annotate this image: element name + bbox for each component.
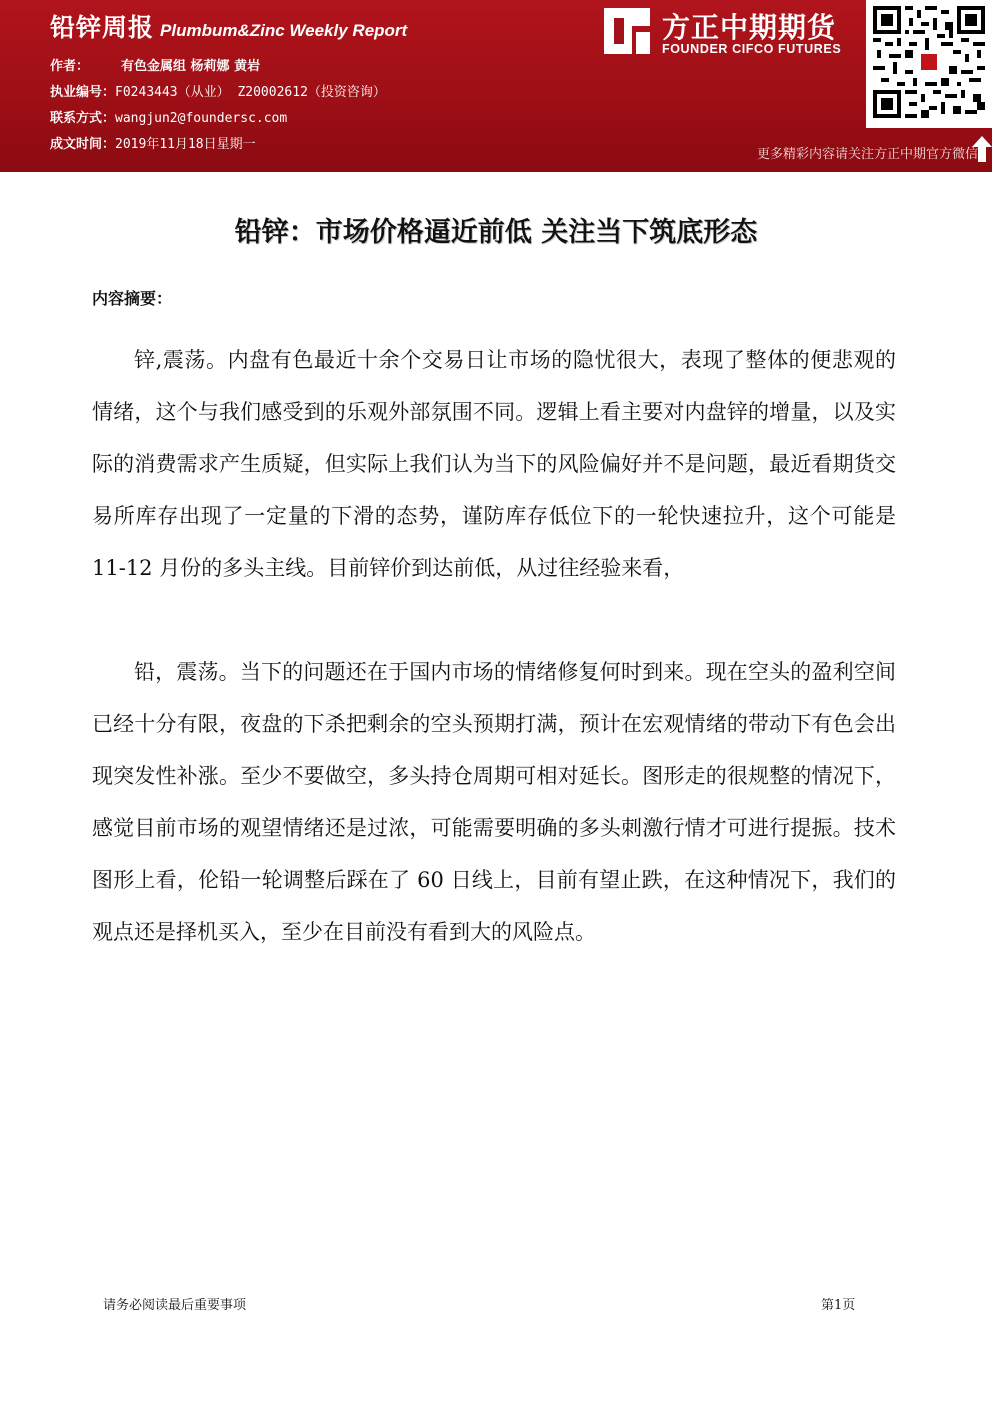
logo-text-cn: 方正中期期货	[662, 11, 837, 44]
summary-paragraph-lead: 铅，震荡。当下的问题还在于国内市场的情绪修复何时到来。现在空头的盈利空间已经十分有限，夜盘的下杀把剩余的空头预期打满，预计在宏观情绪的带动下有色会出现突发性补涨。至少不要做空，多头持仓周期可相对延长。图形走的很规整的情况下，感觉目前市场的观望情绪还是过浓，可能需要明确的多头刺激行情才可进行提振。技术图形上看，伦铅一轮调整后踩在了 60 日线上，目前有望止跌，在这种情况下，我们的观点还是择机买入，至少在目前没有看到大的风险点。	[92, 660, 896, 944]
wechat-follow-text: 更多精彩内容请关注方正中期官方微信	[756, 147, 978, 162]
arrow-up-icon	[972, 136, 992, 162]
date-label: 成文时间：	[50, 137, 116, 152]
contact-line	[50, 107, 287, 126]
author-value: 有色金属组 杨莉娜 黄岩	[121, 59, 261, 74]
author-label: 作者：	[50, 59, 90, 74]
report-title-en: Plumbum&Zinc Weekly Report	[160, 21, 408, 40]
license-line	[50, 81, 386, 100]
report-title-cn: 铅锌周报	[50, 13, 155, 42]
page-number: 第1页	[821, 1298, 856, 1313]
wechat-qr-code	[866, 0, 992, 128]
license-value: F0243443（从业） Z20002612（投资咨询）	[115, 85, 386, 100]
document-title: 铅锌：市场价格逼近前低 关注当下筑底形态	[234, 217, 758, 248]
summary-label: 内容摘要：	[92, 289, 173, 308]
logo-text-en: FOUNDER CIFCO FUTURES	[662, 42, 842, 56]
license-label: 执业编号：	[50, 85, 116, 100]
company-logo-mark-icon	[604, 8, 650, 54]
date-value: 2019年11月18日星期一	[115, 137, 256, 152]
date-line	[50, 133, 256, 152]
report-header-band	[0, 0, 992, 172]
company-logo	[604, 6, 859, 62]
qr-code-icon	[873, 5, 985, 119]
contact-label: 联系方式：	[50, 111, 116, 126]
contact-email-link[interactable]: wangjun2@foundersc.com	[115, 111, 288, 126]
report-title	[50, 8, 407, 44]
author-line	[50, 55, 260, 74]
summary-paragraph-zinc: 锌,震荡。内盘有色最近十余个交易日让市场的隐忧很大，表现了整体的便悲观的情绪，这个与我们感受到的乐观外部氛围不同。逻辑上看主要对内盘锌的增量，以及实际的消费需求产生质疑，但实际上我们认为当下的风险偏好并不是问题，最近看期货交易所库存出现了一定量的下滑的态势，谨防库存低位下的一轮快速拉升，这个可能是 11-12 月份的多头主线。目前锌价到达前低，从过往经验来看，	[92, 348, 896, 580]
footer-disclaimer-note: 请务必阅读最后重要事项	[103, 1298, 247, 1313]
